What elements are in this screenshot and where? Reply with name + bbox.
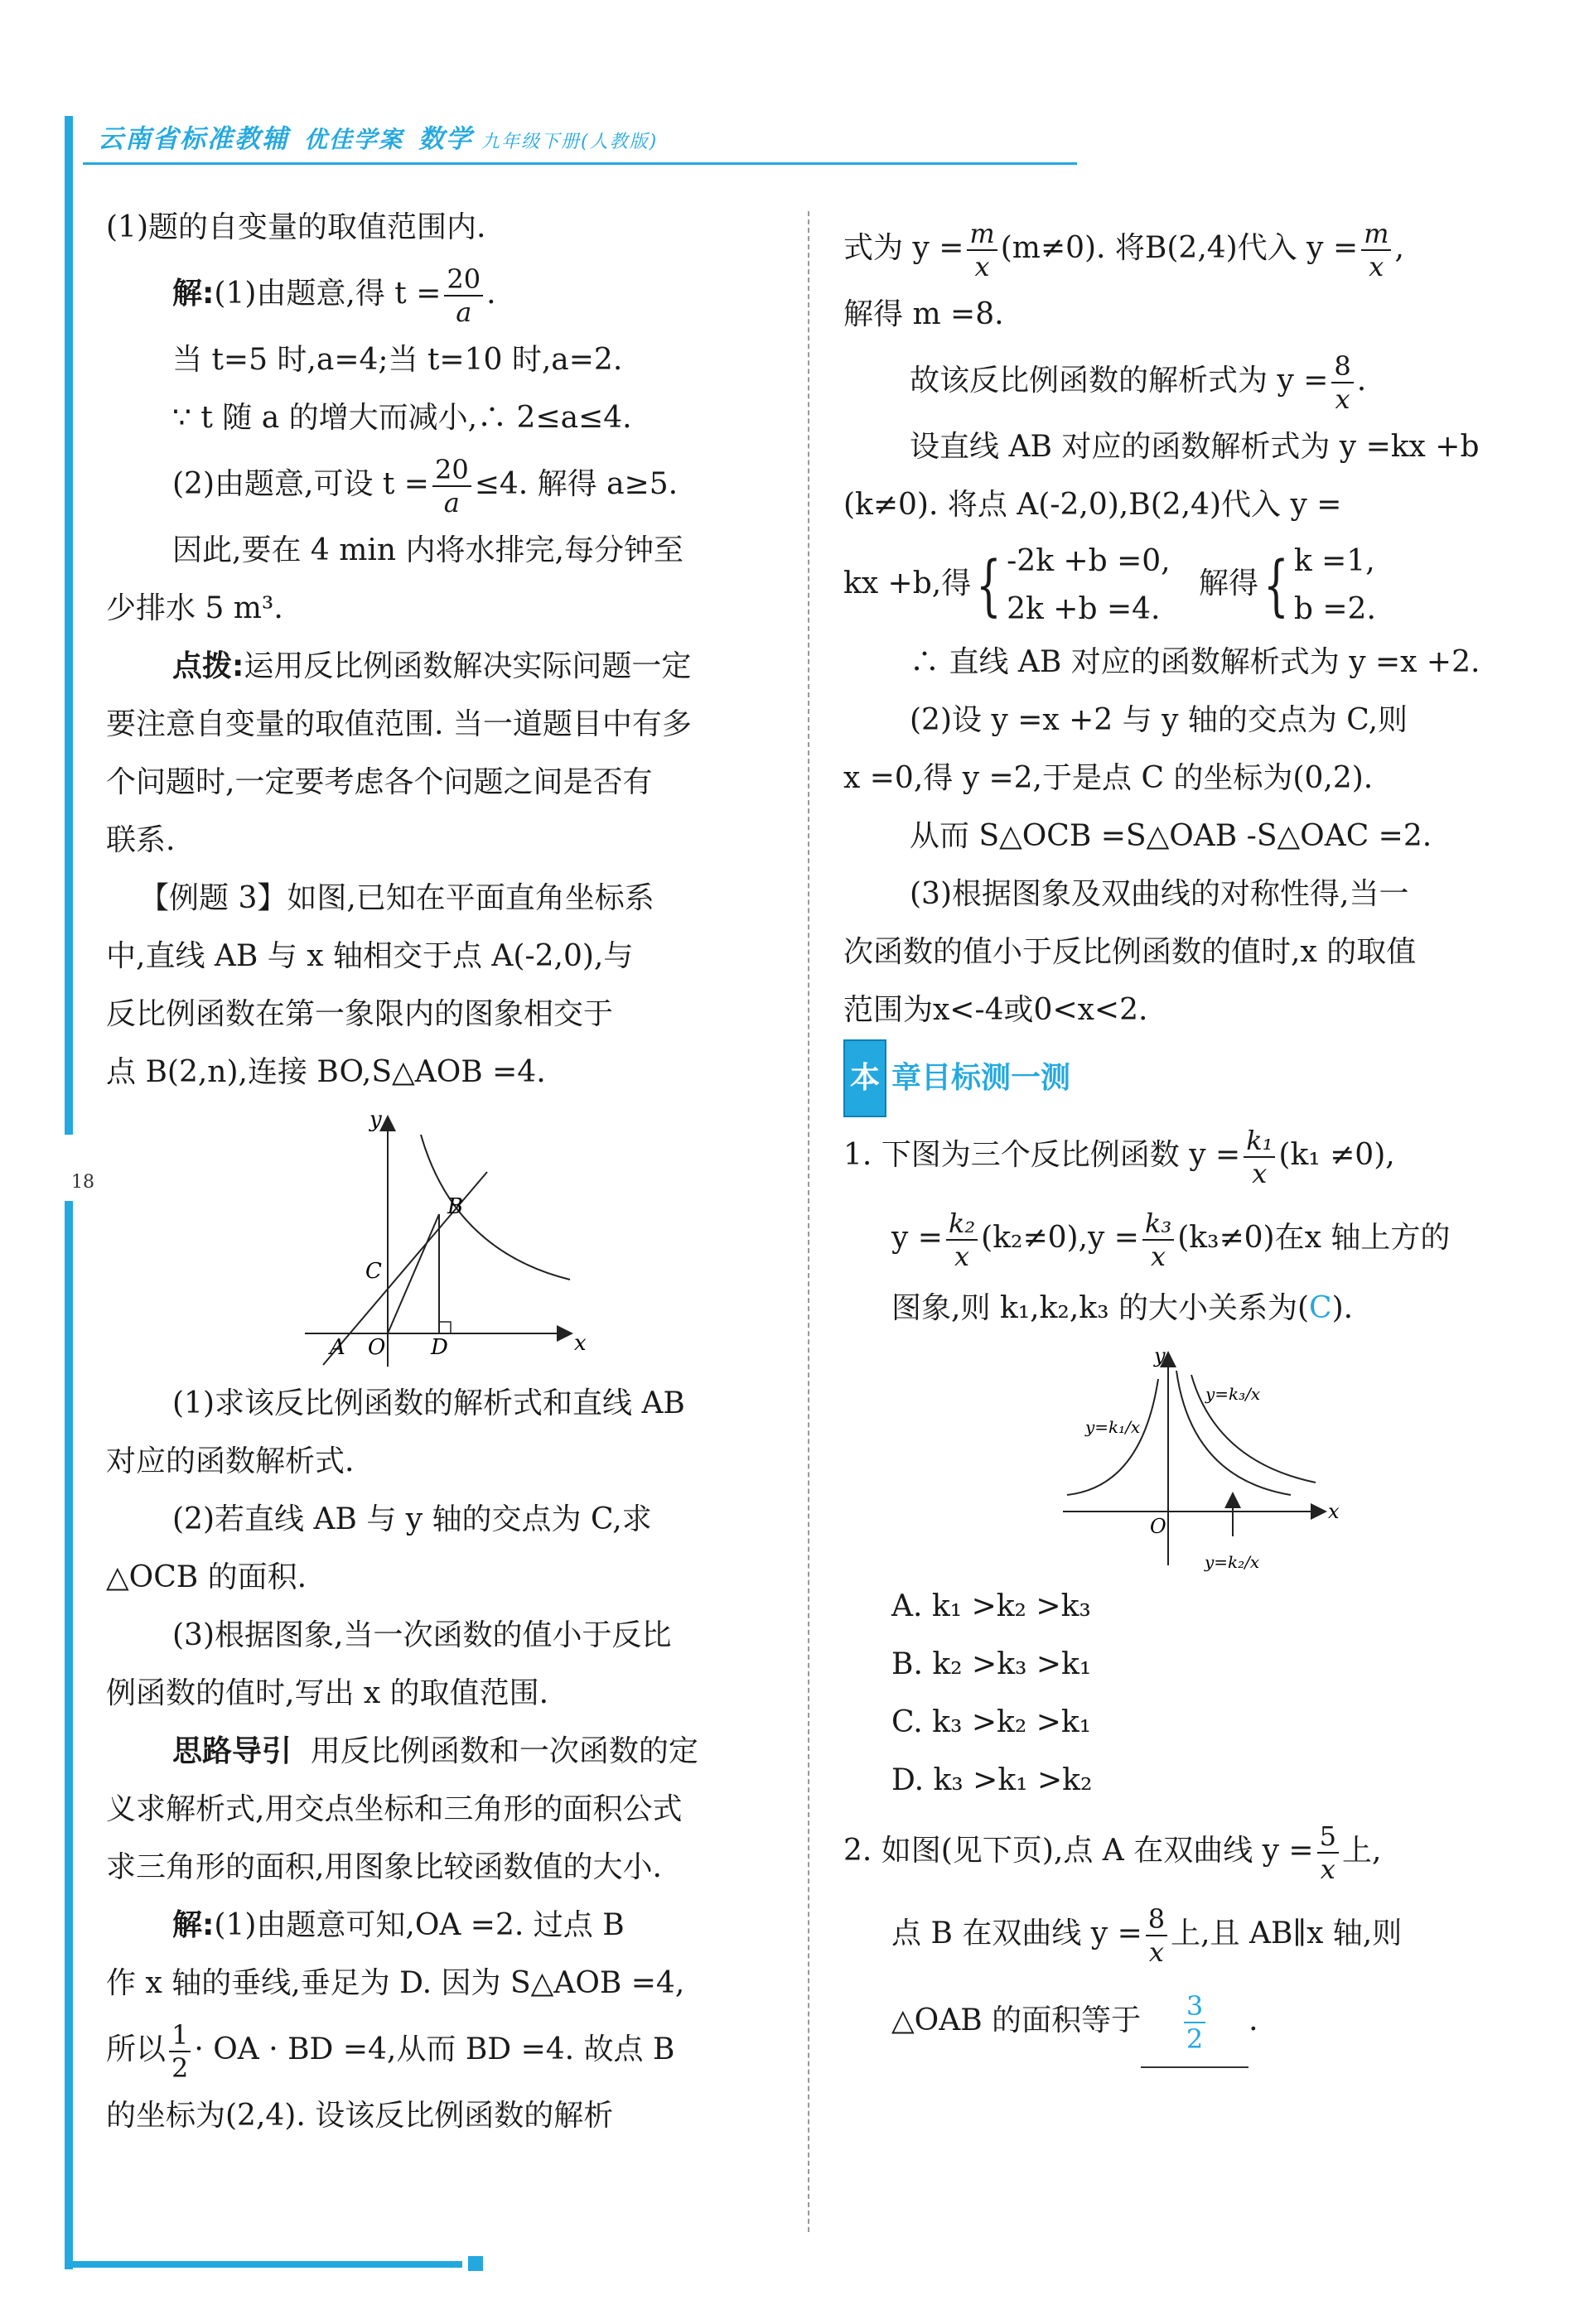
section-title — [843, 1039, 1070, 1117]
column-divider — [808, 211, 809, 2232]
text: y = — [891, 1221, 943, 1255]
fraction — [1317, 1820, 1339, 1885]
text: 点 B 在双曲线 y = — [891, 1917, 1142, 1950]
text-line: 点 B(2,n),连接 BO,S△AOB =4. — [106, 1055, 546, 1089]
text-line: 的坐标为(2,4). 设该反比例函数的解析 — [106, 2099, 614, 2133]
denominator: 2 — [1186, 2023, 1204, 2055]
text-line: (1)题的自变量的取值范围内. — [106, 210, 486, 244]
text-line — [843, 211, 1514, 286]
label-o: O — [368, 1335, 386, 1360]
text: 2. 如图(见下页),点 A 在双曲线 y = — [843, 1834, 1314, 1868]
book-name: 优佳学案 — [304, 126, 404, 153]
text: 所以 — [106, 2032, 167, 2066]
question-line: (1)求该反比例函数的解析式和直线 AB — [172, 1386, 685, 1420]
text: (1)由题意可知,OA =2. 过点 B — [214, 1908, 625, 1942]
text: 运用反比例函数解决实际问题一定 — [244, 649, 692, 683]
option-b: B. k₂ >k₃ >k₁ — [891, 1647, 1092, 1681]
page-header — [98, 118, 658, 155]
numerator: 8 — [1331, 353, 1353, 383]
answer-choice: C — [1309, 1291, 1332, 1325]
question-line: 例函数的值时,写出 x 的取值范围. — [106, 1676, 549, 1710]
example-label: 【例题 3】 — [139, 881, 287, 915]
denominator: x — [1151, 1241, 1166, 1272]
fraction — [1331, 350, 1353, 415]
section-header — [843, 1039, 1514, 1114]
text-line: 当 t=5 时,a=4;当 t=10 时,a=2. — [172, 343, 623, 377]
text-line — [106, 2013, 777, 2087]
label-d: D — [431, 1335, 448, 1360]
numerator: k₂ — [946, 1210, 978, 1241]
hyperbola-curve — [421, 1135, 570, 1280]
text-line: 求三角形的面积,用图象比较函数值的大小. — [106, 1850, 662, 1884]
question-line: △OCB 的面积. — [106, 1560, 307, 1594]
problem-line — [843, 1197, 1514, 1280]
equation: k =1, — [1293, 544, 1375, 578]
problem-line — [843, 1810, 1514, 1892]
text-line: x =0,得 y =2,于是点 C 的坐标为(0,2). — [843, 761, 1374, 795]
option-c: C. k₃ >k₂ >k₁ — [891, 1705, 1092, 1739]
text-line: (3)根据图象及双曲线的对称性得,当一 — [910, 877, 1409, 911]
label-o: O — [1150, 1515, 1166, 1538]
label-x: x — [1328, 1500, 1340, 1523]
label-y: y — [369, 1107, 382, 1132]
question-line: (3)根据图象,当一次函数的值小于反比 — [172, 1618, 672, 1652]
fraction — [1146, 1903, 1167, 1968]
solution-label: 解: — [172, 277, 215, 311]
text: ≤4. 解得 a≥5. — [474, 467, 679, 501]
frame-corner-square — [468, 2256, 483, 2271]
problem-line — [843, 1114, 1514, 1197]
denominator: x — [1369, 251, 1384, 282]
numerator: k₃ — [1142, 1210, 1174, 1241]
coordinate-diagram — [106, 1102, 777, 1375]
denominator: a — [456, 297, 472, 328]
solution-line — [106, 1897, 777, 1955]
fraction — [444, 263, 483, 328]
fraction — [169, 2019, 191, 2084]
label-curve-k3: y=k₃/x — [1205, 1384, 1261, 1404]
fraction — [1361, 220, 1391, 280]
page-number: 18 — [71, 1172, 94, 1193]
subject-name: 数学 — [418, 124, 474, 154]
text: 上, — [1341, 1834, 1382, 1868]
numerator: 8 — [1146, 1906, 1167, 1936]
label-x: x — [574, 1331, 587, 1356]
numerator: 3 — [1184, 1993, 1205, 2023]
right-angle-mark — [439, 1322, 451, 1333]
text-line: 范围为x<-4或0<x<2. — [843, 993, 1148, 1027]
left-column — [106, 199, 777, 2145]
text: △OAB 的面积等于 — [891, 2003, 1142, 2037]
text: 如图,已知在平面直角坐标系 — [287, 881, 654, 915]
text-line: 解得 m =8. — [843, 297, 1004, 331]
denominator: x — [1320, 1854, 1335, 1885]
hyperbola-diagram — [843, 1338, 1514, 1578]
equation-system-line — [843, 534, 1514, 634]
numerator: 5 — [1317, 1823, 1339, 1854]
question-line: (2)若直线 AB 与 y 轴的交点为 C,求 — [172, 1502, 652, 1536]
text: (k₂≠0),y = — [981, 1221, 1139, 1255]
text-line: 少排水 5 m³. — [106, 591, 283, 625]
text: , — [1394, 231, 1404, 265]
example-line — [106, 870, 777, 928]
fraction — [1142, 1210, 1174, 1270]
denominator: x — [974, 251, 990, 282]
fraction — [432, 456, 471, 516]
header-rule — [83, 162, 1077, 165]
text-line — [843, 344, 1514, 418]
label-b: B — [447, 1194, 464, 1219]
text-line: ∵ t 随 a 的增大而减小,∴ 2≤a≤4. — [172, 401, 632, 435]
text: . — [1356, 364, 1367, 398]
segment-bo — [388, 1214, 439, 1333]
text-line: 个问题时,一定要考虑各个问题之间是否有 — [106, 765, 653, 799]
denominator: 2 — [171, 2052, 189, 2084]
text-line: 要注意自变量的取值范围. 当一道题目中有多 — [106, 707, 692, 741]
guide-label: 思路导引 — [172, 1734, 292, 1768]
brace-icon: { — [976, 547, 1002, 624]
text: 上,且 AB∥x 轴,则 — [1171, 1917, 1403, 1950]
text-line: 义求解析式,用交点坐标和三角形的面积公式 — [106, 1792, 683, 1826]
brace-icon: { — [1263, 547, 1289, 624]
problem-line — [843, 1975, 1514, 2066]
text: (2)由题意,可设 t = — [172, 467, 429, 501]
text: (1)由题意,得 t = — [214, 277, 442, 311]
numerator: 1 — [169, 2022, 191, 2052]
text-line: 因此,要在 4 min 内将水排完,每分钟至 — [172, 533, 683, 567]
equation: 2k +b =4. — [1007, 592, 1161, 626]
denominator: a — [443, 487, 460, 518]
label-a: A — [330, 1335, 345, 1360]
section-badge: 本 — [843, 1039, 886, 1117]
text: (m≠0). 将B(2,4)代入 y = — [1000, 231, 1359, 265]
text: . — [1248, 2003, 1258, 2037]
text: ). — [1331, 1291, 1354, 1325]
text: . — [486, 277, 496, 311]
text: 图象,则 k₁,k₂,k₃ 的大小关系为( — [891, 1291, 1310, 1325]
solution-label: 解: — [172, 1908, 215, 1942]
text: (k₁ ≠0), — [1278, 1138, 1395, 1172]
tip-line — [106, 638, 777, 696]
equation: -2k +b =0, — [1007, 544, 1171, 578]
denominator: x — [1335, 383, 1350, 415]
label-y: y — [1154, 1344, 1166, 1367]
denominator: x — [954, 1241, 970, 1272]
denominator: x — [1252, 1158, 1268, 1189]
text-line — [106, 447, 777, 522]
numerator: 20 — [444, 266, 483, 297]
text-line: 从而 S△OCB =S△OAB -S△OAC =2. — [910, 819, 1432, 853]
answer-blank — [1141, 1975, 1248, 2068]
text: · OA · BD =4,从而 BD =4. 故点 B — [194, 2032, 675, 2066]
numerator: m — [1361, 220, 1391, 251]
text: 式为 y = — [843, 231, 964, 265]
text-line: 中,直线 AB 与 x 轴相交于点 A(-2,0),与 — [106, 939, 634, 973]
denominator: x — [1148, 1936, 1164, 1968]
option-a: A. k₁ >k₂ >k₃ — [891, 1589, 1091, 1623]
text: (k₃≠0)在x 轴上方的 — [1177, 1221, 1451, 1255]
text-line: 设直线 AB 对应的函数解析式为 y =kx +b — [910, 430, 1480, 464]
series-name: 云南省标准教辅 — [98, 124, 289, 154]
text: 用反比例函数和一次函数的定 — [310, 1734, 698, 1768]
text: 解得 — [1198, 567, 1258, 600]
section-title-text: 章目标测一测 — [891, 1061, 1071, 1095]
text: 故该反比例函数的解析式为 y = — [910, 364, 1329, 398]
equation: b =2. — [1293, 592, 1376, 626]
label-c: C — [365, 1259, 382, 1284]
grade-name: 九年级下册(人教版) — [481, 132, 659, 152]
fraction — [1244, 1127, 1275, 1187]
text: kx +b,得 — [843, 567, 972, 600]
solution-line — [106, 257, 777, 331]
problem-line — [843, 1280, 1514, 1338]
question-line: 对应的函数解析式. — [106, 1444, 355, 1478]
problem-figure — [843, 1338, 1514, 1578]
numerator: k₁ — [1244, 1127, 1275, 1158]
fraction — [967, 220, 997, 280]
text: 1. 下图为三个反比例函数 y = — [843, 1138, 1241, 1172]
text-line: ∴ 直线 AB 对应的函数解析式为 y =x +2. — [910, 645, 1480, 679]
curve-k1 — [1067, 1379, 1158, 1495]
numerator: 20 — [432, 456, 471, 487]
label-curve-k1: y=k₁/x — [1085, 1417, 1141, 1437]
label-curve-k2: y=k₂/x — [1205, 1552, 1260, 1572]
text-line: 联系. — [106, 823, 176, 857]
guide-line — [106, 1723, 777, 1781]
tip-label: 点拨: — [172, 649, 244, 683]
right-column — [843, 211, 1514, 2066]
page-frame-bottom — [65, 2261, 462, 2268]
text-line: 作 x 轴的垂线,垂足为 D. 因为 S△AOB =4, — [106, 1966, 685, 2000]
option-d: D. k₃ >k₁ >k₂ — [891, 1763, 1093, 1797]
text-line: (k≠0). 将点 A(-2,0),B(2,4)代入 y = — [843, 488, 1342, 522]
problem-line — [843, 1892, 1514, 1975]
solution-system — [1294, 538, 1376, 634]
numerator: m — [967, 220, 997, 251]
example-figure — [106, 1102, 777, 1375]
fraction — [946, 1210, 978, 1270]
answer-fraction — [1184, 1990, 1205, 2055]
text-line: 次函数的值小于反比例函数的值时,x 的取值 — [843, 935, 1417, 969]
text-line: (2)设 y =x +2 与 y 轴的交点为 C,则 — [910, 703, 1408, 737]
equation-system — [1007, 538, 1171, 634]
text-line: 反比例函数在第一象限内的图象相交于 — [106, 997, 614, 1031]
